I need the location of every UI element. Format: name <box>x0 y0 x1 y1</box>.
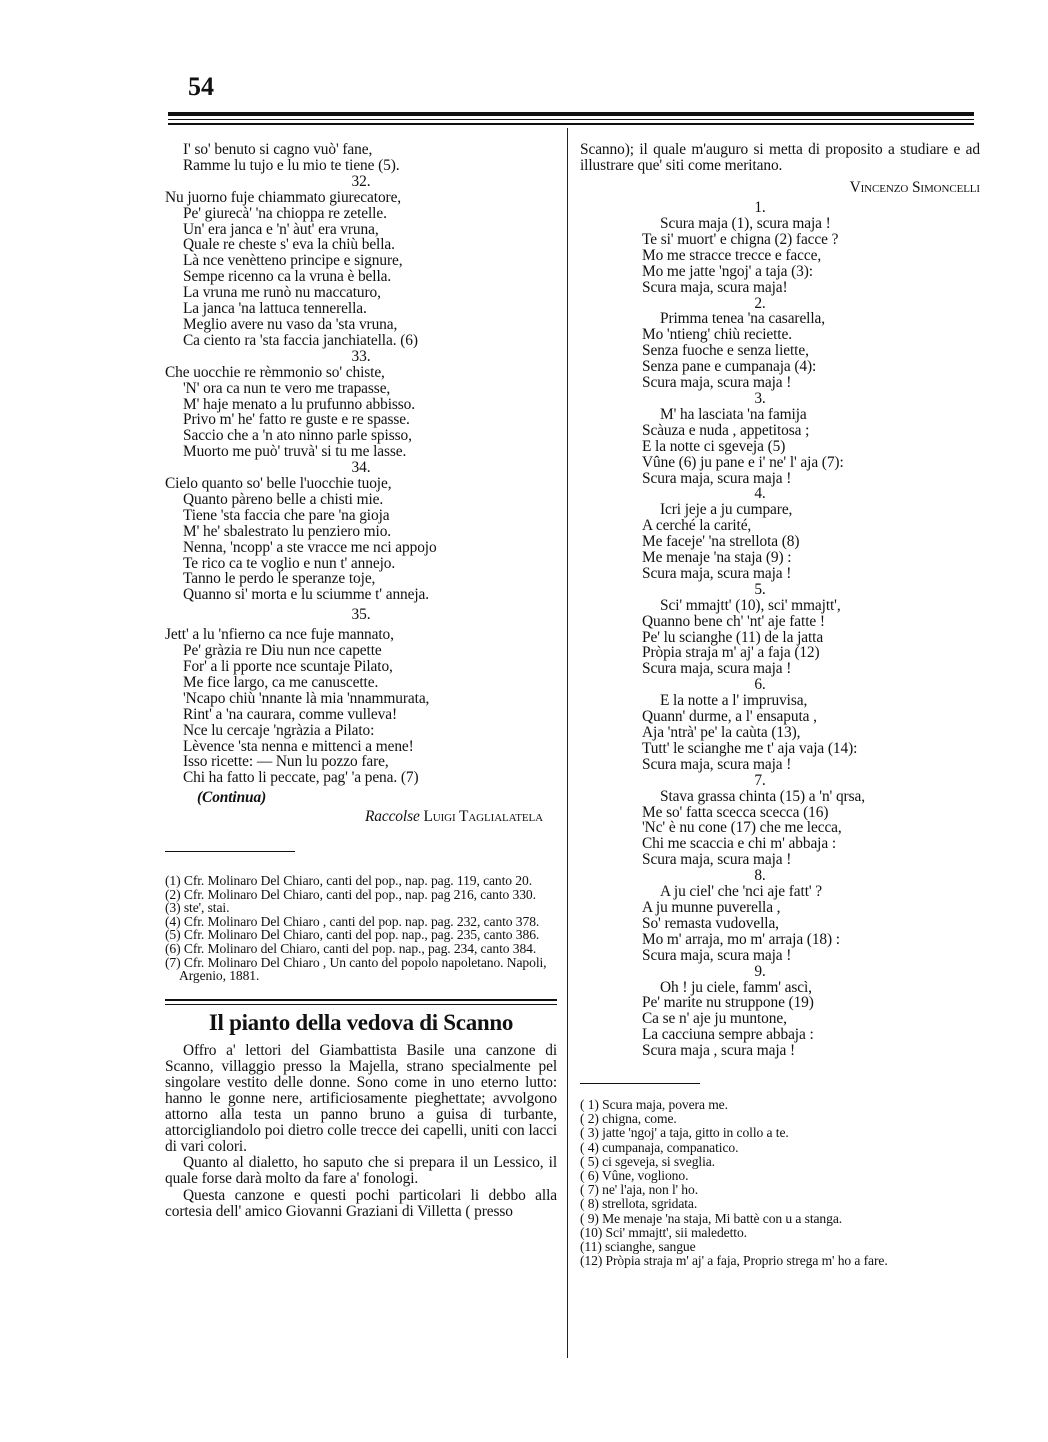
verse-line: Scura maja, scura maja ! <box>642 851 792 869</box>
verse-line: E la notte a l' impruvisa, <box>660 692 808 710</box>
collector-signature <box>165 809 557 825</box>
footnote: (4) Cfr. Molinaro Del Chiaro , canti del pop. nap. pag. 232, canto 378. <box>165 913 540 929</box>
footnote: (2) Cfr. Molinaro Del Chiaro, canti del pop., nap. pag 216, canto 330. <box>165 886 536 902</box>
verse-line: Pe' marite nu struppone (19) <box>642 994 814 1012</box>
verse-line: Tanno le perdo le speranze toje, <box>183 570 376 588</box>
stanza-number: 2. <box>754 294 766 312</box>
verse-line: Sempe ricenno ca la vruna è bella. <box>183 268 392 286</box>
verse-line: Oh ! ju ciele, famm' ascì, <box>660 978 812 996</box>
verse-line: Cielo quanto so' belle l'uocchie tuoje, <box>165 475 392 493</box>
verse-line: Rint' a 'na caurara, comme vulleva! <box>183 705 397 723</box>
song-stanza-8 <box>580 868 980 963</box>
header-rule-thin <box>168 119 974 120</box>
verse-line: Pròpia straja m' aj' a faja (12) <box>642 644 820 662</box>
stanza-number: 1. <box>754 199 766 217</box>
verse-line: Quanno bene ch' 'nt' aje fatte ! <box>642 612 825 630</box>
verse-line: Scàuza e nuda , appetitosa ; <box>642 421 810 439</box>
prose-paragraph: Quanto al dialetto, ho saputo che si prepara il un Lessico, il quale forse darà molto da fare a' fonologi. <box>165 1154 557 1188</box>
verse-line: Mo 'ntieng' chiù reciette. <box>642 326 792 344</box>
verse-line: Te rico ca te voglio e nun t' annejo. <box>183 554 396 572</box>
footnote: (10) Sci' mmajtt', sii maledetto. <box>580 1224 747 1240</box>
song-stanza-5 <box>580 582 980 677</box>
verse-line: Mo me jatte 'ngoj' a taja (3): <box>642 262 813 280</box>
verse-line: Me fice largo, ca me canuscette. <box>183 673 379 691</box>
stanza-number: 32. <box>351 172 371 190</box>
right-column <box>580 142 980 1268</box>
verse-line: La vruna me runò nu maccaturo, <box>183 284 381 302</box>
stanza-33 <box>165 349 557 460</box>
verse-line: Quanno si' morta e lu sciumme t' anneja. <box>183 586 430 604</box>
verse-line: Primma tenea 'na casarella, <box>660 310 826 328</box>
footnote: ( 4) cumpanaja, companatico. <box>580 1139 739 1155</box>
stanza-34 <box>165 460 557 603</box>
verse-line: Mo me stracce trecce e facce, <box>642 246 822 264</box>
section-rule-thick <box>165 999 557 1001</box>
header-rule-thick <box>168 112 974 116</box>
verse-line: 'Ncapo chiù 'nnante là mia 'nnammurata, <box>183 689 430 707</box>
verse-line: Stava grassa chinta (15) a 'n' qrsa, <box>660 787 865 805</box>
continua-note: (Continua) <box>197 789 267 807</box>
song-stanza-4 <box>580 486 980 581</box>
verse-line: Icri jeje a ju cumpare, <box>660 501 793 519</box>
footnote: (12) Pròpia straja m' aj' a faja, Proprio strega m' ho a fare. <box>580 1253 888 1269</box>
section-rule-thin <box>165 1004 557 1005</box>
verse-line: Me menaje 'na staja (9) : <box>642 549 792 567</box>
right-footnotes <box>580 1098 980 1268</box>
song-stanza-2 <box>580 296 980 391</box>
verse-line: Nu juorno fuje chiammato giurecatore, <box>165 188 402 206</box>
stanza-number: 34. <box>351 459 371 477</box>
verse-line: 'N' ora ca nun te vero me trapasse, <box>183 379 391 397</box>
opening-lines <box>165 142 557 174</box>
verse-line: M' haje menato a lu prufunno abbisso. <box>183 395 416 413</box>
prose-paragraph: Offro a' lettori del Giambattista Basile una canzone di Scanno, villaggio presso la Majella, strano specialmente pel singolare vestito delle donne. Sono come in uno eterno lutto: hanno le gonne nere, artificiosamente pieghettate; avvolgono attorno alla testa un panno bruno a guisa di turbante, attorcigliandolo poi dietro colle trecce dei capelli, uniti con lacci di vari colori. <box>165 1041 557 1156</box>
verse-line: Mo m' arraja, mo m' arraja (18) : <box>642 930 840 948</box>
verse-line: Saccio che a 'n ato ninno parle spisso, <box>183 427 412 445</box>
verse-line: So' remasta vudovella, <box>642 914 779 932</box>
verse-line: Meglio avere nu vaso da 'sta vruna, <box>183 315 398 333</box>
stanza-number: 3. <box>754 389 766 407</box>
verse-line: Senza pane e cumpanaja (4): <box>642 358 817 376</box>
intro-prose <box>165 1043 557 1220</box>
stanza-number: 9. <box>754 962 766 980</box>
verse-line: M' he' sbalestrato lu penziero mio. <box>183 522 392 540</box>
verse-line: Scura maja, scura maja ! <box>642 469 792 487</box>
verse-line: Tiene 'sta faccia che pare 'na gioja <box>183 506 390 524</box>
verse-line: Me so' fatta scecca scecca (16) <box>642 803 829 821</box>
verse-line: Scura maja, scura maja ! <box>642 564 792 582</box>
footnote-rule <box>580 1083 700 1084</box>
left-column <box>165 142 557 1220</box>
footnote: (5) Cfr. Molinaro Del Chiaro, canti del pop. nap., pag. 235, canto 386. <box>165 927 540 943</box>
song-stanza-7 <box>580 773 980 868</box>
verse-line: Muorto me può' truvà' si tu me lasse. <box>183 443 407 461</box>
footnote: (7) Cfr. Molinaro Del Chiaro , Un canto del popolo napoletano. Napoli, Argenio, 1881. <box>165 954 547 984</box>
stanza-number: 7. <box>754 771 766 789</box>
stanza-number: 6. <box>754 676 766 694</box>
verse-line: Scura maja, scura maja ! <box>642 374 792 392</box>
stanza-32 <box>165 174 557 349</box>
verse-line: Pe' lu scianghe (11) de la jatta <box>642 628 824 646</box>
verse-line: Tutt' le scianghe me t' aja vaja (14): <box>642 739 858 757</box>
verse-line: Nenna, 'ncopp' a ste vracce me nci appojo <box>183 538 437 556</box>
verse-line: Nce lu cercaje 'ngràzia a Pilato: <box>183 721 375 739</box>
verse-line: Là nce venètteno principe e signure, <box>183 252 403 270</box>
column-divider <box>567 128 568 1358</box>
song-stanza-6 <box>580 677 980 772</box>
verse-line: Scura maja , scura maja ! <box>642 1042 796 1060</box>
raccolse-label: Raccolse <box>364 808 420 826</box>
song-stanzas <box>580 200 980 1059</box>
verse-line: Chi ha fatto li peccate, pag' 'a pena. (7) <box>183 769 419 787</box>
verse-line: Senza fuoche e senza liette, <box>642 342 809 360</box>
verse-line: E la notte ci sgeveja (5) <box>642 437 786 455</box>
collector-name: Luigi Taglialatela <box>423 808 543 826</box>
verse-line: Quale re cheste s' eva la chiù bella. <box>183 236 395 254</box>
verse-line: Pe' giurecà' 'na chioppa re zetelle. <box>183 204 387 222</box>
verse-line: For' a li pporte nce scuntaje Pilato, <box>183 658 393 675</box>
verse-line: Quann' durme, a l' ensaputa , <box>642 708 817 726</box>
stanza-number: 8. <box>754 867 766 885</box>
verse-line: M' ha lasciata 'na famija <box>660 405 807 423</box>
footnote: ( 3) jatte 'ngoj' a taja, gitto in collo a te. <box>580 1125 789 1141</box>
verse-line: Scura maja (1), scura maja ! <box>660 215 831 232</box>
footnote: (1) Cfr. Molinaro Del Chiaro, canti del pop., nap. pag. 119, canto 20. <box>165 873 532 889</box>
verse-line: A cerché la carité, <box>642 517 752 535</box>
verse-line: A ju munne puverella , <box>642 898 781 916</box>
verse-line: Chi me scaccia e chi m' abbaja : <box>642 835 837 853</box>
verse-line: Scura maja, scura maja ! <box>642 660 792 678</box>
author-signature: Vincenzo Simoncelli <box>849 179 980 197</box>
header-rule-mid <box>168 123 974 125</box>
footnote: ( 6) Vûne, vogliono. <box>580 1168 689 1184</box>
verse-line: Lèvence 'sta nenna e mittenci a mene! <box>183 737 414 755</box>
verse-line: Isso ricette: — Nun lu pozzo fare, <box>183 753 389 771</box>
stanza-number: 5. <box>754 580 766 598</box>
verse-line: La cacciuna sempre abbaja : <box>642 1026 814 1044</box>
verse-line: Pe' gràzia re Diu nun nce capette <box>183 642 382 660</box>
footnote: (3) ste', stai. <box>165 900 230 916</box>
verse-line: Ramme lu tujo e lu mio te tiene (5). <box>183 156 400 174</box>
verse-line: Me faceje' 'na strellota (8) <box>642 533 800 551</box>
footnote: (11) scianghe, sangue <box>580 1239 696 1255</box>
verse-line: Sci' mmajtt' (10), sci' mmajtt', <box>660 596 841 614</box>
verse-line: 'Nc' è nu cone (17) che me lecca, <box>642 819 842 837</box>
stanza-number: 35. <box>351 606 371 624</box>
verse-line: Aja 'ntrà' pe' la caùta (13), <box>642 724 801 741</box>
footnote: (6) Cfr. Molinaro del Chiaro, canti del pop. nap., pag. 234, canto 384. <box>165 941 537 957</box>
verse-line: Quanto pàreno belle a chisti mie. <box>183 490 384 508</box>
footnote: ( 7) ne' l'aja, non l' ho. <box>580 1182 698 1198</box>
stanza-number: 4. <box>754 485 766 503</box>
verse-line: Scura maja, scura maja ! <box>642 755 792 773</box>
footnote: ( 9) Me menaje 'na staja, Mi battè con u a stanga. <box>580 1210 843 1226</box>
song-stanza-1 <box>580 200 980 295</box>
verse-line: Ca ciento ra 'sta faccia janchiatella. (6) <box>183 331 418 349</box>
section-title: Il pianto della vedova di Scanno <box>208 1009 514 1035</box>
stanza-number: 33. <box>351 347 371 365</box>
verse-line: Scura maja, scura maja ! <box>642 946 792 964</box>
verse-line: Te si' muort' e chigna (2) facce ? <box>642 230 839 248</box>
verse-line: A ju ciel' che 'nci aje fatt' ? <box>660 883 823 901</box>
prose-paragraph: Questa canzone e questi pochi particolari li debbo alla cortesia dell' amico Giovanni Graziani di Villetta ( presso <box>165 1186 557 1220</box>
verse-line: Scura maja, scura maja! <box>642 278 788 296</box>
song-stanza-3 <box>580 391 980 486</box>
left-footnotes <box>165 874 557 983</box>
verse-line: Privo m' he' fatto re guste e re spasse. <box>183 411 410 429</box>
stanza-35 <box>165 607 557 786</box>
page-number: 54 <box>188 72 214 101</box>
verse-line: Che uocchie re rèmmonio so' chiste, <box>165 363 385 381</box>
verse-line: I' so' benuto si cagno vuò' fane, <box>183 141 373 158</box>
footnote-rule <box>165 851 295 852</box>
verse-line: Jett' a lu 'nfierno ca nce fuje mannato, <box>165 626 394 644</box>
song-stanza-9 <box>580 964 980 1059</box>
verse-line: Un' era janca e 'n' àut' era vruna, <box>183 220 379 238</box>
footnote: ( 1) Scura maja, povera me. <box>580 1097 728 1113</box>
footnote: ( 8) strellota, sgridata. <box>580 1196 698 1212</box>
footnote: ( 5) ci sgeveja, si sveglia. <box>580 1153 715 1169</box>
verse-line: Vûne (6) ju pane e i' ne' l' aja (7): <box>642 453 844 471</box>
verse-line: Ca se n' aje ju muntone, <box>642 1010 787 1028</box>
footnote: ( 2) chigna, come. <box>580 1111 677 1127</box>
verse-line: La janca 'na lattuca tennerella. <box>183 300 367 318</box>
prose-continued: Scanno); il quale m'auguro si metta di proposito a studiare e ad illustrare que' siti come meritano. <box>580 141 980 175</box>
